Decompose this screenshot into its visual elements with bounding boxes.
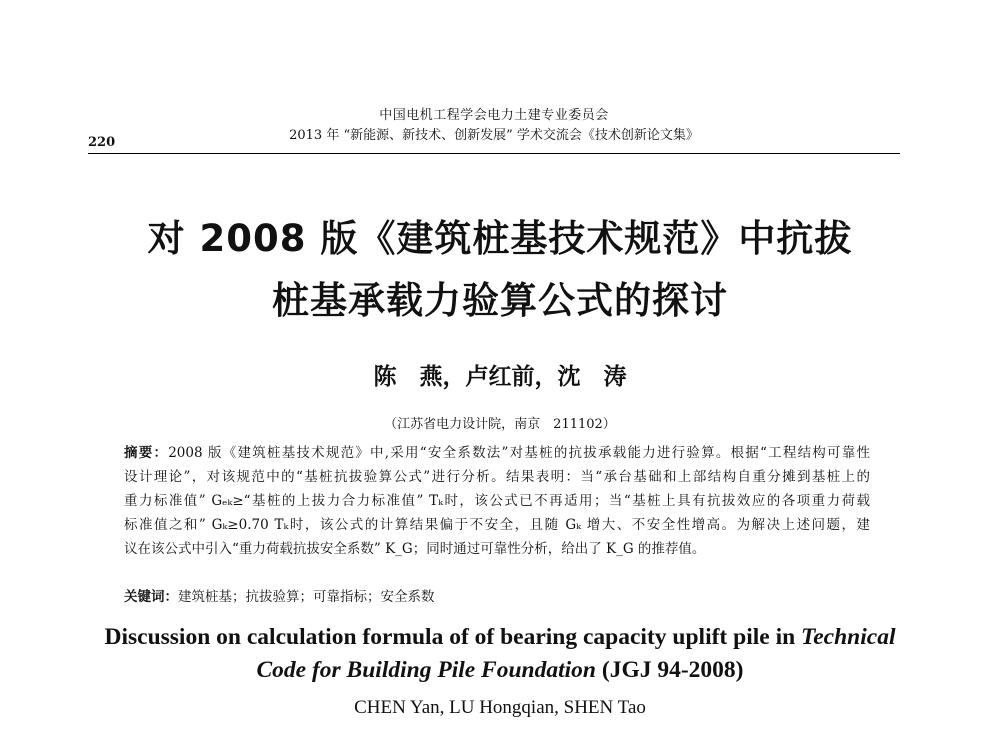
abstract-line-3: 重力标准值” Gₑₖ≥“基桩的上拔力合力标准值” Tₖ时，该公式已不再适用；当“基桩上具有抗拔效应的各项重力荷载	[124, 493, 870, 509]
keywords-label: 关键词：	[124, 589, 178, 605]
abstract-line-2: 设计理论”，对该规范中的“基桩抗拔验算公式”进行分析。结果表明：当“承台基础和上部结构自重分摊到基桩上的	[124, 469, 870, 485]
page-number: 220	[88, 135, 116, 150]
keywords-text: 建筑桩基；抗拔验算；可靠指标；安全系数	[178, 589, 435, 605]
header-organization: 中国电机工程学会电力土建专业委员会	[379, 108, 609, 123]
abstract	[124, 441, 870, 561]
abstract-line-1: 摘要：2008 版《建筑桩基技术规范》中,采用“安全系数法”对基桩的抗拔承载能力进行验算。根据“工程结构可靠性	[124, 445, 870, 461]
author-list: 陈 燕，卢红前，沈 涛	[373, 364, 627, 390]
abstract-line-4: 标准值之和” Gₖ≥0.70 Tₖ时，该公式的计算结果偏于不安全，且随 Gₖ 增大、不安全性增高。为解决上述问题，建	[124, 517, 870, 533]
header-conference: 2013 年 “新能源、新技术、创新发展” 学术交流会《技术创新论文集》	[289, 128, 699, 143]
english-authors: CHEN Yan, LU Hongqian, SHEN Tao	[354, 697, 646, 718]
header-divider	[88, 153, 900, 154]
affiliation: （江苏省电力设计院，南京 211102）	[384, 417, 616, 432]
abstract-line-5: 议在该公式中引入“重力荷载抗拔安全系数” K_G；同时通过可靠性分析，给出了 K_G 的推荐值。	[124, 541, 706, 557]
abstract-label: 摘要：	[124, 445, 169, 461]
keywords	[124, 585, 870, 605]
paper-title-line-2: 桩基承载力验算公式的探讨	[272, 279, 728, 322]
english-title-line-1: Discussion on calculation formula of of bearing capacity uplift pile in Technical	[104, 624, 896, 650]
english-title-line-2: Code for Building Pile Foundation (JGJ 94-2008)	[256, 657, 744, 683]
running-header	[88, 104, 900, 152]
paper-title-line-1: 对 2008 版《建筑桩基技术规范》中抗拔	[147, 217, 853, 260]
